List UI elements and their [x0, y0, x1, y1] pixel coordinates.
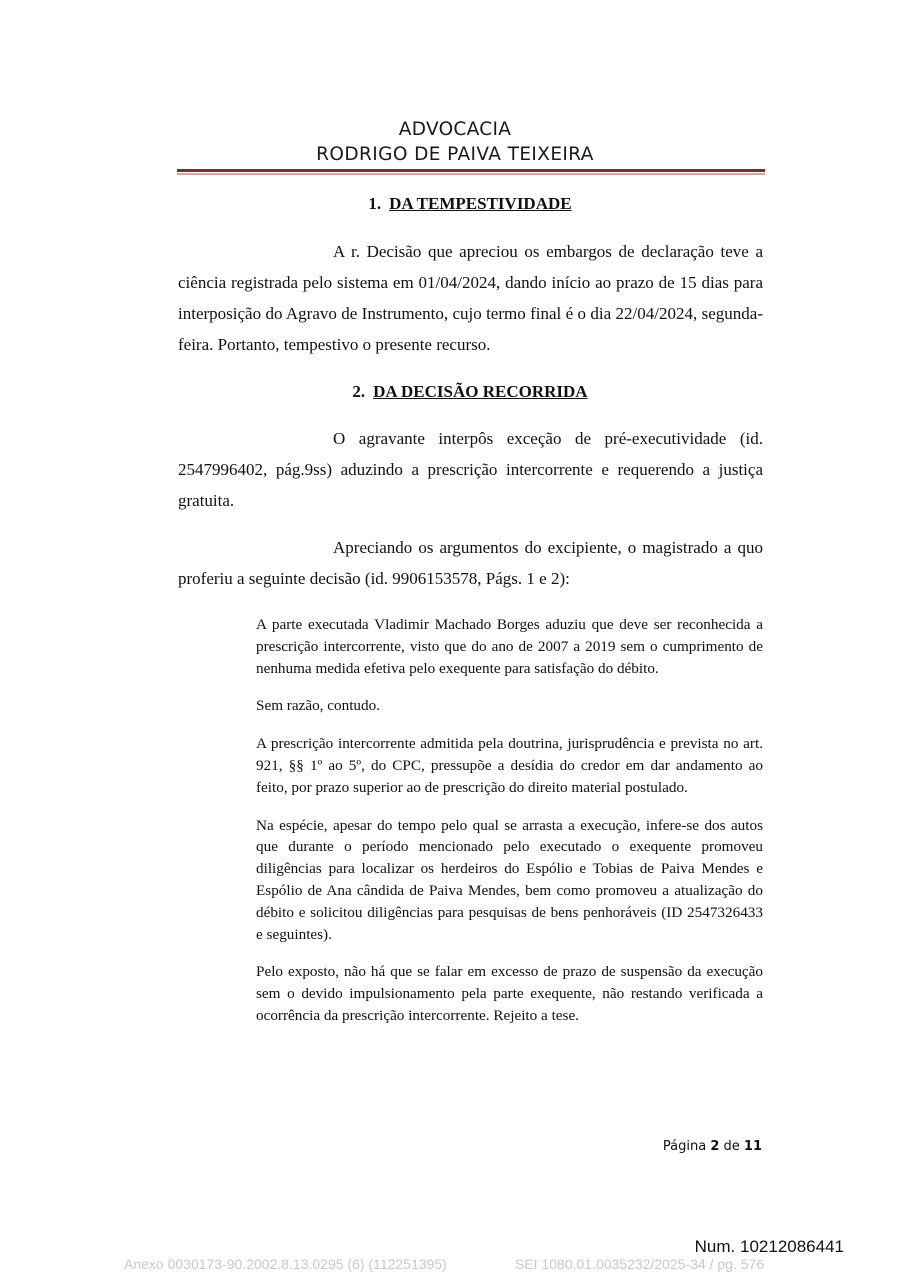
section-heading-1 [0, 194, 910, 214]
section-number: 1. [368, 194, 382, 213]
letterhead-title: ADVOCACIA [398, 119, 512, 140]
letterhead [0, 117, 910, 167]
header-rule [177, 169, 765, 172]
page-total: 11 [743, 1139, 762, 1154]
page-of: de [723, 1139, 740, 1154]
quote-paragraph: A prescrição intercorrente admitida pela doutrina, jurisprudência e prevista no art. 921, §§ 1º ao 5º, do CPC, pressupõe a desídia do credor em dar andamento ao feito, por prazo superior ao de prescrição do direito material postulado. [256, 735, 763, 796]
page-label: Página [662, 1139, 707, 1154]
paragraph-decisao-2 [178, 532, 763, 594]
section-title: DA TEMPESTIVIDADE [389, 194, 572, 213]
quoted-decision [256, 614, 763, 1043]
quote-paragraph: Pelo exposto, não há que se falar em excesso de prazo de suspensão da execução sem o devido impulsionamento pela parte exequente, não restando verificada a ocorrência da prescrição intercorrente. Rejeito a tese. [256, 963, 763, 1024]
body-text: A r. Decisão que apreciou os embargos de declaração teve a ciência registrada pelo sistema em 01/04/2024, dando início ao prazo de 15 dias para interposição do Agravo de Instrumento, cujo termo final é o dia 22/04/2024, segunda-feira. Portanto, tempestivo o presente recurso. [178, 242, 763, 354]
section-title: DA DECISÃO RECORRIDA [373, 382, 588, 401]
section-heading-2 [0, 382, 910, 402]
page-current: 2 [710, 1139, 720, 1154]
document-number-stamp: Num. 10212086441 [694, 1237, 844, 1256]
paragraph-decisao-1 [178, 423, 763, 516]
header-rule-thin [177, 173, 765, 175]
section-number: 2. [352, 382, 366, 401]
body-text: O agravante interpôs exceção de pré-executividade (id. 2547996402, pág.9ss) aduzindo a prescrição intercorrente e requerendo a justiça gratuita. [178, 429, 763, 510]
quote-paragraph: Na espécie, apesar do tempo pelo qual se arrasta a execução, infere-se dos autos que durante o período mencionado pelo executado o exequente promoveu diligências para localizar os herdeiros do Espólio e Tobias de Paiva Mendes e Espólio de Ana cândida de Paiva Mendes, bem como promoveu a atualização do débito e solicitou diligências para pesquisas de bens penhoráveis (ID 2547326433 e seguintes). [256, 816, 763, 943]
page-number [663, 1139, 762, 1154]
quote-paragraph: A parte executada Vladimir Machado Borges aduziu que deve ser reconhecida a prescrição intercorrente, visto que do ano de 2007 a 2019 sem o cumprimento de nenhuma medida efetiva pelo exequente para satisfação do débito. [256, 616, 763, 677]
annex-watermark: Anexo 0030173-90.2002.8.13.0295 (6) (112251395) [124, 1256, 447, 1272]
sei-watermark: SEI 1080.01.0035232/2025-34 / pg. 576 [515, 1256, 765, 1272]
quote-paragraph: Sem razão, contudo. [256, 697, 380, 715]
body-text: Apreciando os argumentos do excipiente, o magistrado a quo proferiu a seguinte decisão (id. 9906153578, Págs. 1 e 2): [178, 538, 763, 588]
paragraph-tempestividade [178, 236, 763, 360]
letterhead-name: RODRIGO DE PAIVA TEIXEIRA [316, 144, 594, 165]
